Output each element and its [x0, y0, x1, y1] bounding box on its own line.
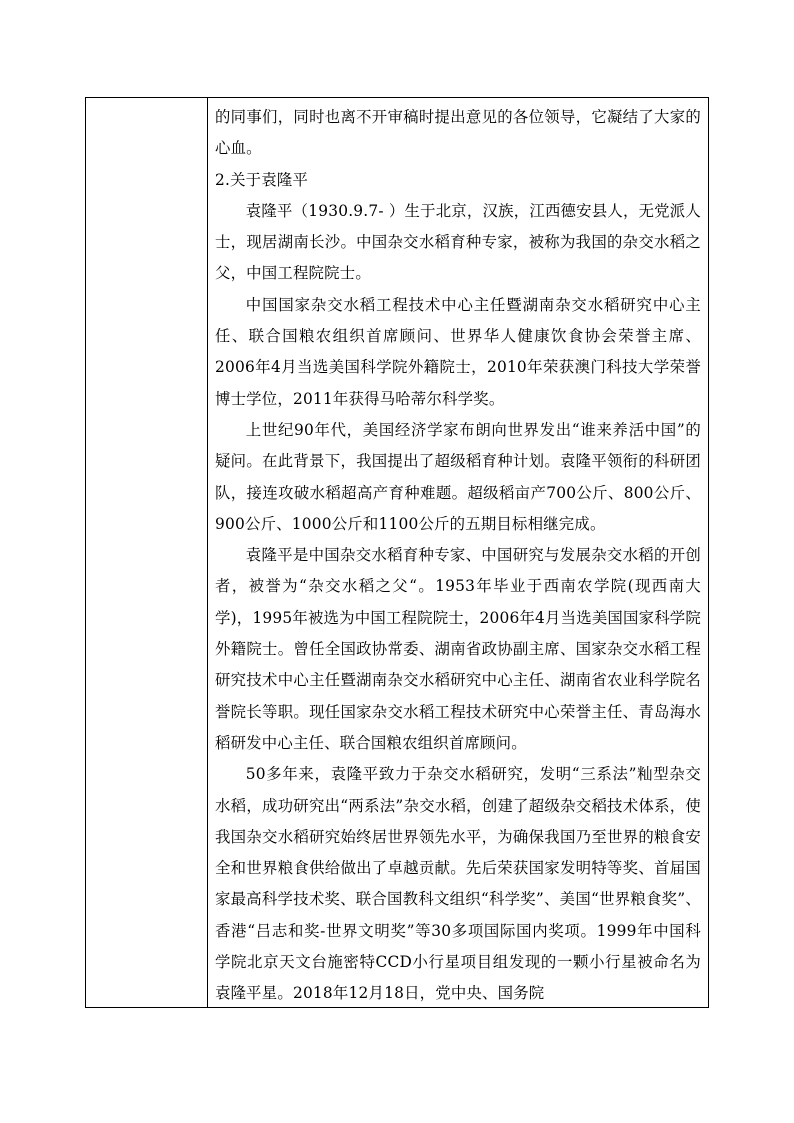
table-left-cell [86, 98, 208, 1007]
paragraph-achievements: 50多年来，袁隆平致力于杂交水稻研究，发明“三系法”籼型杂交水稻，成功研究出“两系法”杂交水稻，创建了超级杂交稻技术体系，使我国杂交水稻研究始终居世界领先水平，为确保我国乃至世界的粮食安全和世界粮食供给做出了卓越贡献。先后荣获国家发明特等奖、首届国家最高科学技术奖、联合国教科文组织“科学奖”、美国“世界粮食奖”、香港“吕志和奖-世界文明奖”等30多项国际国内奖项。1999年中国科学院北京天文台施密特CCD小行星项目组发现的一颗小行星被命名为袁隆平星。2018年12月18日，党中央、国务院 [215, 765, 701, 1003]
paragraph-positions: 中国国家杂交水稻工程技术中心主任暨湖南杂交水稻研究中心主任、联合国粮农组织首席顾问、世界华人健康饮食协会荣誉主席、2006年4月当选美国科学院外籍院士，2010年荣获澳门科技大学荣誉博士学位，2011年获得马哈蒂尔科学奖。 [215, 295, 701, 408]
paragraph-biography: 袁隆平是中国杂交水稻育种专家、中国研究与发展杂交水稻的开创者，被誉为“杂交水稻之父“。1953年毕业于西南农学院(现西南大学)，1995年被选为中国工程院院士，2006年4月当选美国国家科学院外籍院士。曾任全国政协常委、湖南省政协副主席、国家杂交水稻工程研究技术中心主任暨湖南杂交水稻研究中心主任、湖南省农业科学院名誉院长等职。现任国家杂交水稻工程技术研究中心荣誉主任、青岛海水稻研发中心主任、联合国粮农组织首席顾问。 [215, 546, 701, 752]
table-content-cell [208, 98, 708, 1007]
paragraph-continuation: 的同事们，同时也离不开审稿时提出意见的各位领导，它凝结了大家的心血。 [215, 108, 701, 158]
section-heading: 2.关于袁隆平 [215, 170, 309, 189]
document-table [85, 97, 709, 1008]
paragraph-intro: 袁隆平（1930.9.7- ）生于北京，汉族，江西德安县人，无党派人士，现居湖南长沙。中国杂交水稻育种专家，被称为我国的杂交水稻之父，中国工程院院士。 [215, 201, 701, 283]
paragraph-super-rice: 上世纪90年代，美国经济学家布朗向世界发出“谁来养活中国”的疑问。在此背景下，我国提出了超级稻育种计划。袁隆平领衔的科研团队，接连攻破水稻超高产育种难题。超级稻亩产700公斤、800公斤、900公斤、1000公斤和1100公斤的五期目标相继完成。 [215, 420, 701, 533]
